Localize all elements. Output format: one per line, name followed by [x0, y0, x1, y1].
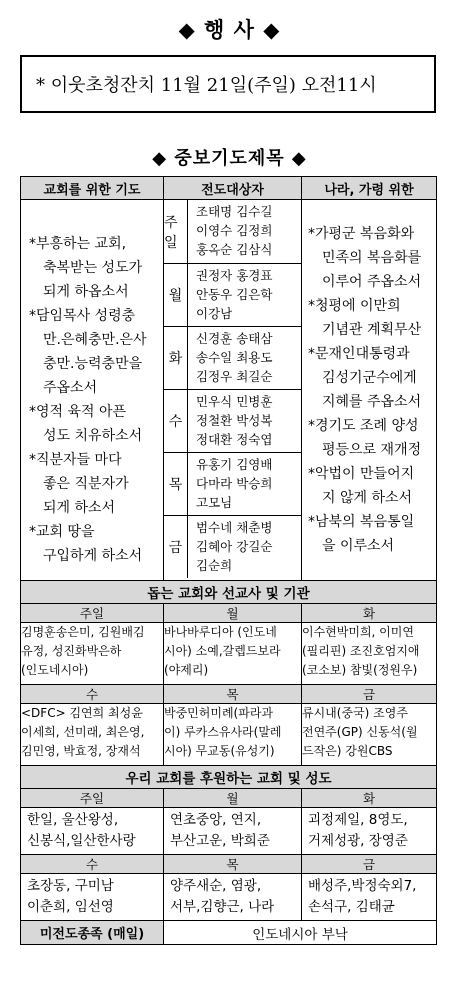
cell-line: 배성주,박정숙외7, — [308, 878, 417, 894]
prayer-line: *청평에 이만희 — [308, 298, 401, 314]
cell-line: 유정, 성진화박은하 — [21, 644, 122, 658]
cell-line: <DFC> 김연희 최성윤 — [21, 706, 143, 720]
cell-line: 양주새순, 염광, — [170, 878, 262, 894]
day-header: 수 — [21, 685, 164, 704]
prayer-heading: ◆ 중보기도제목 ◆ — [152, 148, 307, 169]
day-names — [188, 453, 301, 516]
name-line: 김정우 최길순 — [196, 369, 273, 384]
day-header: 월 — [164, 789, 302, 808]
name-line: 신경훈 송태삼 — [196, 331, 273, 346]
cell-line: 연초중앙, 연지, — [170, 812, 262, 828]
day-names — [188, 516, 301, 578]
day-header: 주일 — [21, 789, 164, 808]
prayer-line: 되게 하소서 — [43, 500, 116, 516]
cell-line: 이세희, 선미래, 최은영, — [21, 725, 145, 739]
cell-line: (인도네시아) — [21, 663, 89, 677]
name-line: 이강남 — [196, 306, 233, 321]
day-header: 화 — [302, 789, 437, 808]
name-line: 홍옥순 김삼식 — [196, 242, 273, 257]
cell-line: 시아) 무교동(유성기) — [164, 744, 275, 758]
supporters-cell — [164, 874, 302, 921]
day-label: 화 — [164, 327, 188, 390]
cell-line: 손석구, 김태균 — [308, 899, 395, 915]
prayer-line: 되게 하옵소서 — [43, 284, 129, 300]
prayer-line: 주옵소서 — [43, 380, 98, 396]
supporters-cell — [302, 808, 437, 855]
missions-cell — [164, 623, 302, 685]
prayer-line: 만.은혜충만.은사 — [43, 332, 147, 348]
prayer-line: 지혜를 주옵소서 — [322, 394, 422, 410]
missions-cell — [164, 704, 302, 766]
prayer-line: 평등으로 재개정 — [322, 442, 422, 458]
cell-line: (야제리) — [164, 663, 209, 677]
cell-line: 괴정제일, 8영도, — [308, 812, 408, 828]
supporters-cell — [21, 874, 164, 921]
day-header: 월 — [164, 604, 302, 623]
day-header: 목 — [164, 855, 302, 874]
prayer-line: 성도 치유하소서 — [43, 428, 143, 444]
day-header: 목 — [164, 685, 302, 704]
name-line: 범수네 채춘병 — [196, 520, 273, 535]
event-heading: ◆ 행 사 ◆ — [178, 18, 281, 42]
day-names — [188, 264, 301, 327]
day-names — [188, 390, 301, 453]
prayer-line: *악법이 만들어지 — [308, 466, 415, 482]
cell-line: (코소보) 참빛(정원우) — [302, 663, 418, 677]
prayer-line: *남북의 복음통일 — [308, 514, 415, 530]
cell-line: 김명훈송은미, 김원배김 — [21, 625, 145, 639]
prayer-line: 을 이루소서 — [322, 538, 395, 554]
missions-cell — [302, 704, 437, 766]
day-header: 수 — [21, 855, 164, 874]
cell-line: 박중민허미례(파라과 — [164, 706, 274, 720]
prayer-line: *교회 땅을 — [29, 524, 95, 540]
day-label: 수 — [164, 390, 188, 453]
cell-line: 김민영, 박효정, 장재석 — [21, 744, 141, 758]
missions-cell — [302, 623, 437, 685]
column-header-evangelism: 전도대상자 — [164, 177, 302, 200]
name-line: 조태명 김수길 — [196, 204, 273, 219]
name-line: 정철환 박성복 — [196, 413, 273, 428]
prayer-line: 민족의 복음화를 — [322, 250, 422, 266]
cell-line: 시아) 소예,갈렙드보라 — [164, 644, 281, 658]
supporters-cell — [164, 808, 302, 855]
column-header-nation: 나라, 가령 위한 — [302, 177, 437, 200]
unreached-label: 미전도종족 (매일) — [21, 921, 164, 945]
prayer-line: *영적 육적 아픈 — [29, 404, 127, 420]
prayer-line: 구입하게 하소서 — [43, 548, 143, 564]
supporters-heading: 우리 교회를 후원하는 교회 및 성도 — [21, 766, 437, 789]
cell-line: 거제성광, 장영준 — [308, 833, 408, 849]
name-line: 정대환 정숙엽 — [196, 432, 273, 447]
prayer-line: *가평군 복음화와 — [308, 226, 415, 242]
nation-prayer-list — [302, 200, 437, 611]
church-prayer-list — [21, 200, 164, 611]
day-header: 주일 — [21, 604, 164, 623]
name-line: 김혜아 강길순 — [196, 539, 273, 554]
prayer-line: 김성기군수에게 — [322, 370, 417, 386]
prayer-line: *문재인대통령과 — [308, 346, 410, 362]
column-header-church: 교회를 위한 기도 — [21, 177, 164, 200]
day-names — [188, 200, 301, 264]
unreached-value: 인도네시아 부낙 — [164, 921, 437, 945]
day-label: 주일 — [164, 200, 188, 264]
prayer-line: 지 않게 하소서 — [322, 490, 413, 506]
day-names — [188, 327, 301, 390]
prayer-line: 충만.능력충만을 — [43, 356, 143, 372]
prayer-line: *경기도 조례 양성 — [308, 418, 419, 434]
day-label: 월 — [164, 264, 188, 327]
cell-line: 서부,김향근, 나라 — [170, 899, 275, 915]
prayer-line: 이루어 주옵소서 — [322, 274, 422, 290]
day-label: 금 — [164, 516, 188, 578]
prayer-line: 축복받는 성도가 — [43, 260, 143, 276]
cell-line: 한일, 울산왕성, — [27, 812, 119, 828]
cell-line: 초장동, 구미남 — [27, 878, 114, 894]
missions-cell — [21, 704, 164, 766]
name-line: 고모님 — [196, 495, 233, 510]
event-text: * 이웃초청잔치 11월 21일(주일) 오전11시 — [36, 75, 377, 96]
prayer-line: 기념관 계획무산 — [322, 322, 422, 338]
cell-line: (필리핀) 조진호엄지애 — [302, 644, 420, 658]
supporters-cell — [302, 874, 437, 921]
evangelism-list — [164, 200, 302, 611]
prayer-line: *담임목사 성령충 — [29, 308, 136, 324]
name-line: 이영수 김정희 — [196, 223, 273, 238]
name-line: 송수일 최용도 — [196, 350, 273, 365]
missions-heading: 돕는 교회와 선교사 및 기관 — [21, 581, 437, 604]
name-line: 권정자 홍경표 — [196, 268, 273, 283]
name-line: 유홍기 김영배 — [196, 457, 273, 472]
name-line: 김순희 — [196, 558, 233, 573]
cell-line: 전연주(GP) 신동석(월 — [302, 725, 418, 739]
missions-cell — [21, 623, 164, 685]
day-header: 금 — [302, 855, 437, 874]
day-header: 화 — [302, 604, 437, 623]
cell-line: 바나바루디아 (인도네 — [164, 625, 277, 639]
cell-line: 이춘희, 임선영 — [27, 899, 114, 915]
cell-line: 이수현박미희, 이미연 — [302, 625, 414, 639]
cell-line: 류시내(중국) 조영주 — [302, 706, 408, 720]
cell-line: 부산고운, 박희준 — [170, 833, 270, 849]
prayer-line: *부흥하는 교회, — [29, 236, 127, 252]
prayer-line: *직분자들 마다 — [29, 452, 122, 468]
event-box — [20, 55, 436, 113]
cell-line: 신봉식,일산한사랑 — [27, 833, 136, 849]
name-line: 안동우 김은학 — [196, 287, 273, 302]
cell-line: 이) 루카스유사라(말레 — [164, 725, 282, 739]
day-header: 금 — [302, 685, 437, 704]
prayer-table — [20, 176, 437, 611]
name-line: 다마라 박승희 — [196, 476, 273, 491]
day-label: 목 — [164, 453, 188, 516]
missions-table — [20, 580, 437, 945]
supporters-cell — [21, 808, 164, 855]
cell-line: 드작은) 강원CBS — [302, 744, 393, 758]
prayer-line: 좋은 직분자가 — [43, 476, 129, 492]
name-line: 민우식 민병훈 — [196, 394, 273, 409]
